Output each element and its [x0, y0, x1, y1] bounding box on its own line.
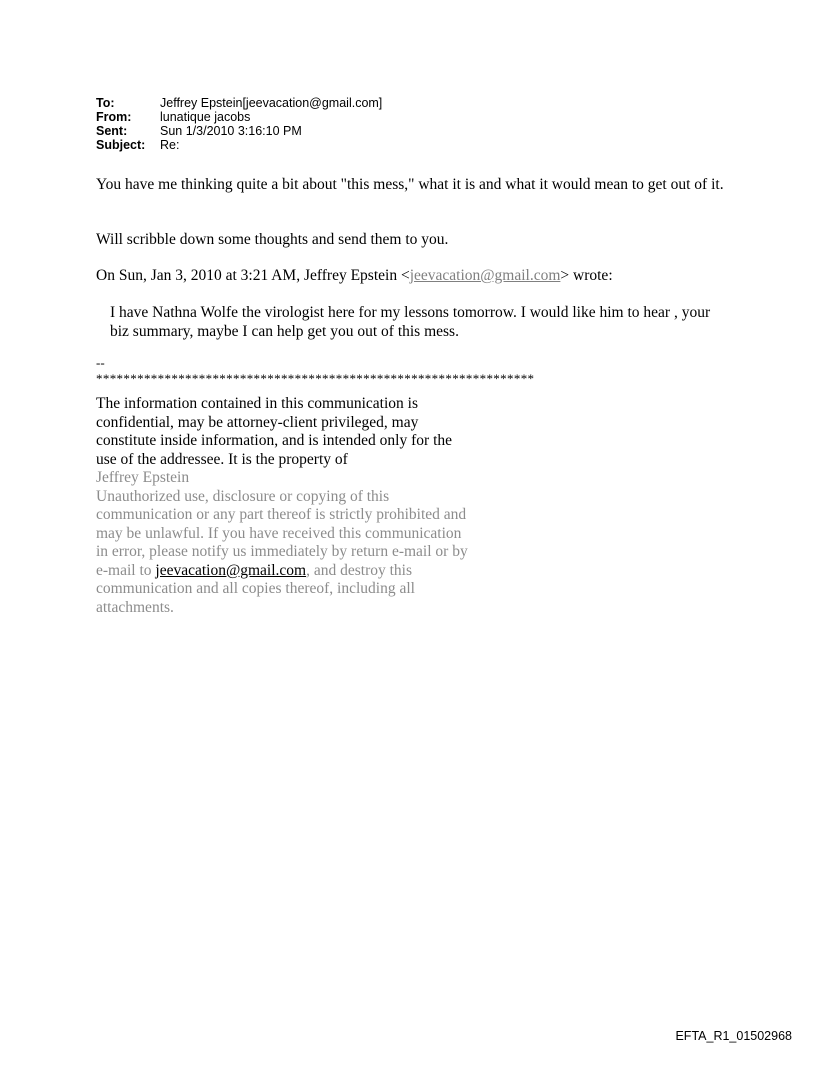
quote-intro-email-link[interactable]: jeevacation@gmail.com: [409, 267, 561, 284]
subject-label: Subject:: [96, 138, 146, 152]
body-paragraph-2: Will scribble down some thoughts and send them to you.: [96, 231, 449, 248]
quote-intro-prefix: On Sun, Jan 3, 2010 at 3:21 AM, Jeffrey Epstein <: [96, 267, 410, 284]
from-label: From:: [96, 110, 132, 124]
signature-dash: --: [96, 355, 105, 370]
from-row: [96, 110, 382, 124]
to-value: Jeffrey Epstein[jeevacation@gmail.com]: [160, 96, 383, 110]
sent-value: Sun 1/3/2010 3:16:10 PM: [160, 124, 302, 138]
document-id: EFTA_R1_01502968: [675, 1029, 792, 1043]
quote-intro-suffix: > wrote:: [560, 267, 613, 284]
to-row: [96, 96, 382, 110]
confidentiality-notice: [96, 395, 476, 617]
email-header: [96, 96, 382, 152]
confidentiality-tail: , and destroy this communication and all copies thereof, including all attachments.: [96, 561, 415, 616]
sent-label: Sent:: [96, 124, 128, 138]
sent-row: [96, 124, 382, 138]
confidentiality-text: The information contained in this communication is confidential, may be attorney-client privileged, may constitute inside information, and is intended only for the use of the addressee. It is the property of: [96, 395, 453, 468]
confidentiality-warning: Unauthorized use, disclosure or copying of this communication or any part thereof is strictly prohibited and may be unlawful. If you have received this communication in error, please notify us immediately by return e-mail or by e-mail to: [96, 487, 468, 579]
signature-stars: ****************************************************************: [96, 371, 535, 386]
to-label: To:: [96, 96, 115, 110]
subject-row: [96, 138, 382, 152]
quoted-message: I have Nathna Wolfe the virologist here for my lessons tomorrow. I would like him to hear , your biz summary, maybe I can help get you out of this mess.: [110, 304, 711, 340]
quote-intro: [96, 266, 613, 285]
from-value: lunatique jacobs: [160, 110, 251, 124]
confidentiality-name: Jeffrey Epstein: [96, 469, 190, 486]
subject-value: Re:: [160, 138, 180, 152]
confidentiality-email-link[interactable]: jeevacation@gmail.com: [155, 561, 307, 579]
body-paragraph-1: You have me thinking quite a bit about "this mess," what it is and what it would mean to get out of it.: [96, 176, 724, 193]
